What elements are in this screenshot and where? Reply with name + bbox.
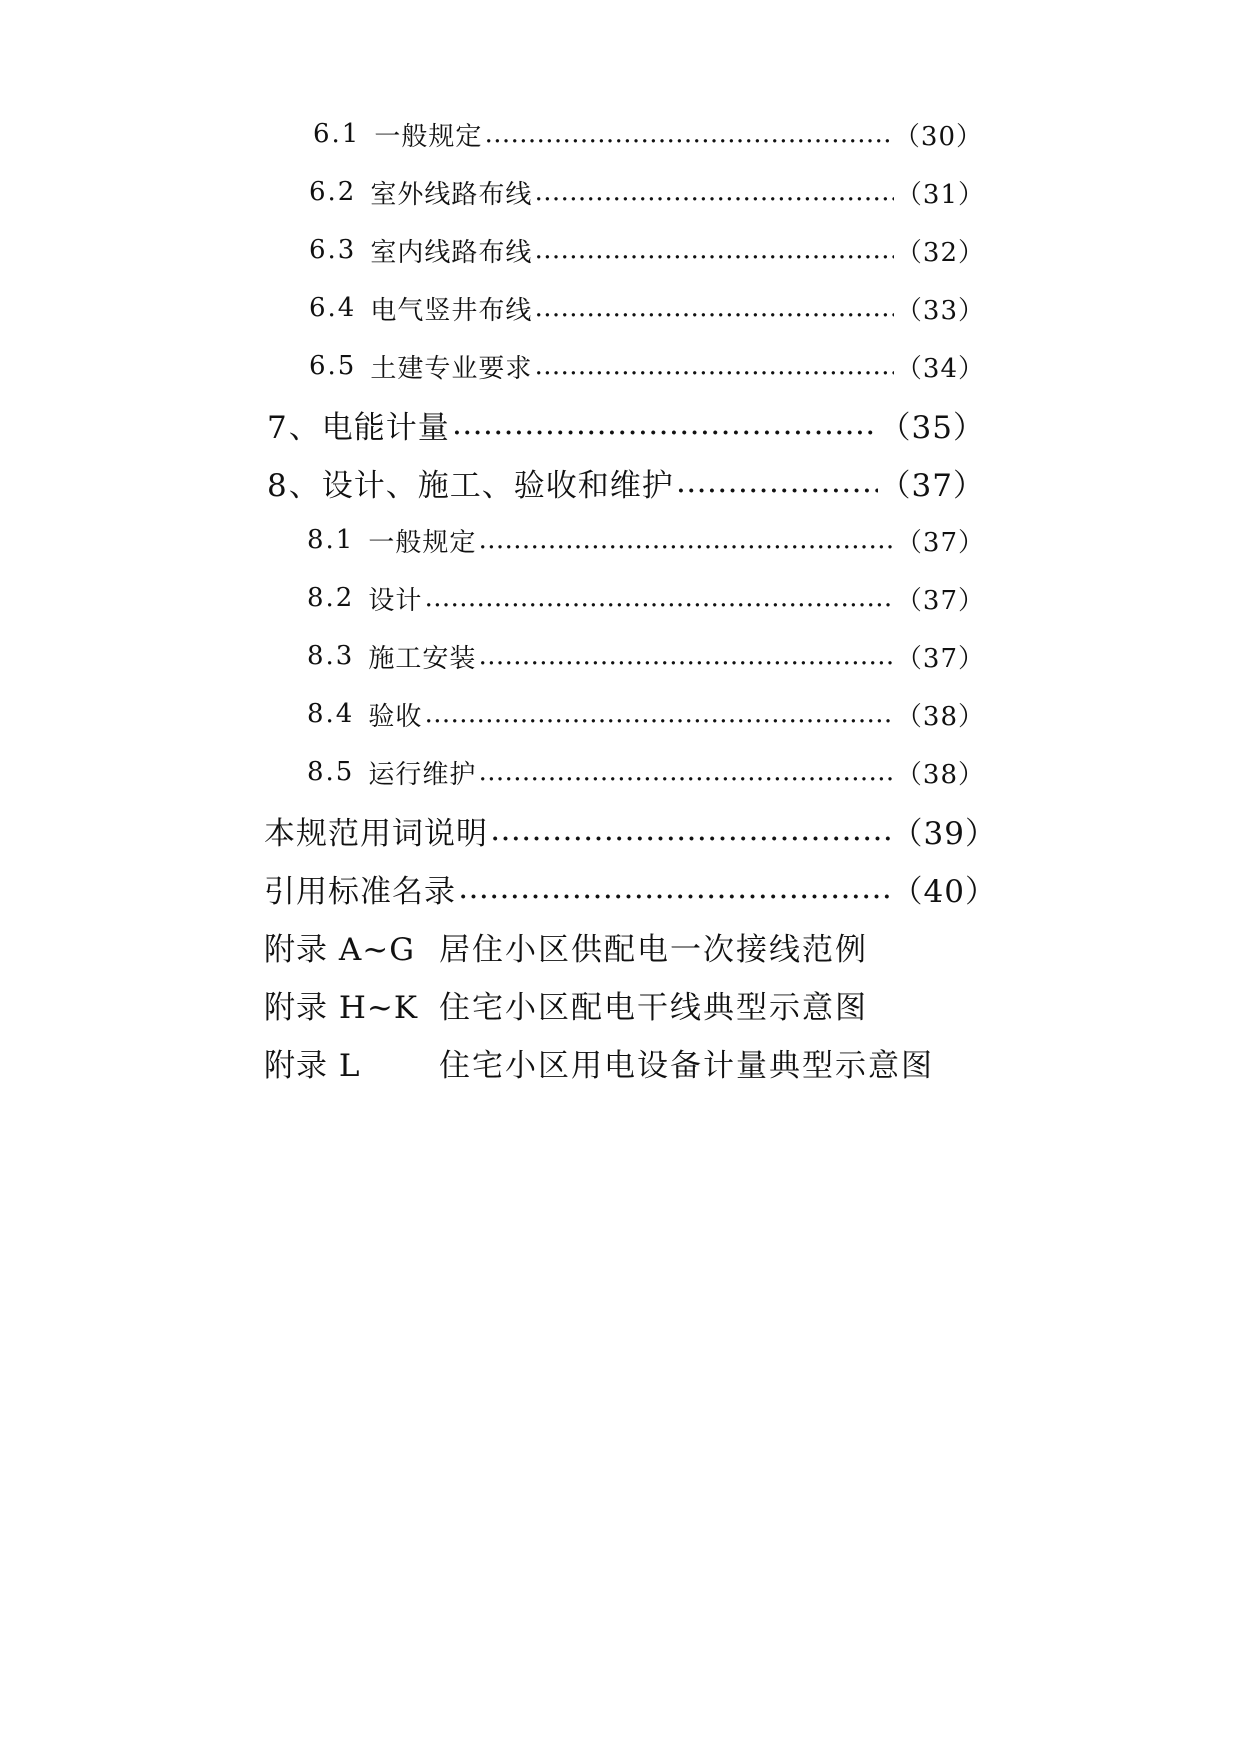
appendix-label: 附录 H~K [264, 989, 419, 1026]
toc-entry-8-1[interactable] [307, 518, 985, 562]
toc-entry-title: 引用标准名录 [264, 873, 456, 910]
toc-entry-title: 电气竖井布线 [370, 295, 533, 326]
toc-entry-title: 土建专业要求 [370, 353, 533, 384]
toc-entry-title: 验收 [368, 701, 423, 732]
toc-entry-8[interactable] [267, 460, 985, 504]
toc-entry-number: 8.5 [307, 757, 355, 787]
toc-entry-title: 施工安装 [368, 643, 477, 674]
toc-entry-8-2[interactable] [307, 576, 985, 620]
toc-entry-number: 8.4 [307, 699, 355, 729]
toc-entry-title: 室内线路布线 [370, 237, 533, 268]
toc-entry-title: 运行维护 [368, 759, 477, 790]
toc-entry-title: 设计、施工、验收和维护 [321, 467, 674, 504]
toc-entry-page: （37） [895, 527, 985, 558]
toc-entry-title: 一般规定 [374, 121, 483, 152]
toc-entry-page: （33） [895, 295, 985, 326]
toc-leader-dots [452, 406, 878, 442]
toc-leader-dots [534, 235, 894, 265]
toc-entry-title: 电能计量 [321, 409, 450, 446]
toc-entry-number: 6.4 [309, 293, 357, 323]
toc-entry-page: （37） [879, 467, 985, 504]
appendix-l[interactable] [264, 1040, 934, 1084]
toc-entry-number: 6.5 [309, 351, 357, 381]
toc-entry-terminology[interactable] [264, 808, 997, 852]
toc-entry-page: （39） [891, 815, 997, 852]
toc-leader-dots [484, 119, 892, 149]
toc-leader-dots [490, 812, 890, 848]
toc-entry-page: （38） [895, 701, 985, 732]
toc-entry-referenced-standards[interactable] [264, 866, 997, 910]
toc-entry-page: （37） [895, 643, 985, 674]
toc-leader-dots [424, 583, 894, 613]
toc-entry-6-3[interactable] [309, 228, 985, 272]
toc-entry-8-5[interactable] [307, 750, 985, 794]
toc-entry-number: 7、 [267, 409, 322, 446]
toc-leader-dots [424, 699, 894, 729]
toc-entry-title: 一般规定 [368, 527, 477, 558]
toc-entry-page: （32） [895, 237, 985, 268]
appendix-a-g[interactable] [264, 924, 868, 968]
toc-leader-dots [676, 464, 878, 500]
toc-entry-6-4[interactable] [309, 286, 985, 330]
toc-entry-page: （30） [893, 121, 983, 152]
toc-entry-8-3[interactable] [307, 634, 985, 678]
toc-entry-number: 6.3 [309, 235, 357, 265]
toc-entry-page: （38） [895, 759, 985, 790]
toc-leader-dots [478, 641, 894, 671]
appendix-label: 附录 L [264, 1047, 361, 1084]
toc-entry-number: 8.1 [307, 525, 355, 555]
toc-entry-6-1[interactable] [313, 112, 983, 156]
toc-entry-8-4[interactable] [307, 692, 985, 736]
toc-entry-number: 6.1 [313, 119, 361, 149]
toc-entry-6-2[interactable] [309, 170, 985, 214]
toc-entry-6-5[interactable] [309, 344, 985, 388]
toc-entry-title: 室外线路布线 [370, 179, 533, 210]
toc-entry-title: 设计 [368, 585, 423, 616]
appendix-description: 住宅小区配电干线典型示意图 [439, 989, 868, 1026]
appendix-description: 居住小区供配电一次接线范例 [439, 931, 868, 968]
toc-leader-dots [534, 293, 894, 323]
toc-entry-title: 本规范用词说明 [264, 815, 488, 852]
toc-entry-number: 8.2 [307, 583, 355, 613]
appendix-label: 附录 A~G [264, 931, 415, 968]
toc-entry-number: 6.2 [309, 177, 357, 207]
toc-entry-7[interactable] [267, 402, 985, 446]
toc-entry-page: （37） [895, 585, 985, 616]
toc-entry-page: （35） [879, 409, 985, 446]
appendix-description: 住宅小区用电设备计量典型示意图 [439, 1047, 934, 1084]
toc-leader-dots [534, 177, 894, 207]
toc-leader-dots [478, 525, 894, 555]
toc-entry-number: 8、 [267, 467, 322, 504]
toc-entry-number: 8.3 [307, 641, 355, 671]
toc-leader-dots [458, 870, 890, 906]
toc-entry-page: （31） [895, 179, 985, 210]
toc-leader-dots [534, 351, 894, 381]
toc-entry-page: （40） [891, 873, 997, 910]
toc-leader-dots [478, 757, 894, 787]
appendix-h-k[interactable] [264, 982, 868, 1026]
toc-entry-page: （34） [895, 353, 985, 384]
